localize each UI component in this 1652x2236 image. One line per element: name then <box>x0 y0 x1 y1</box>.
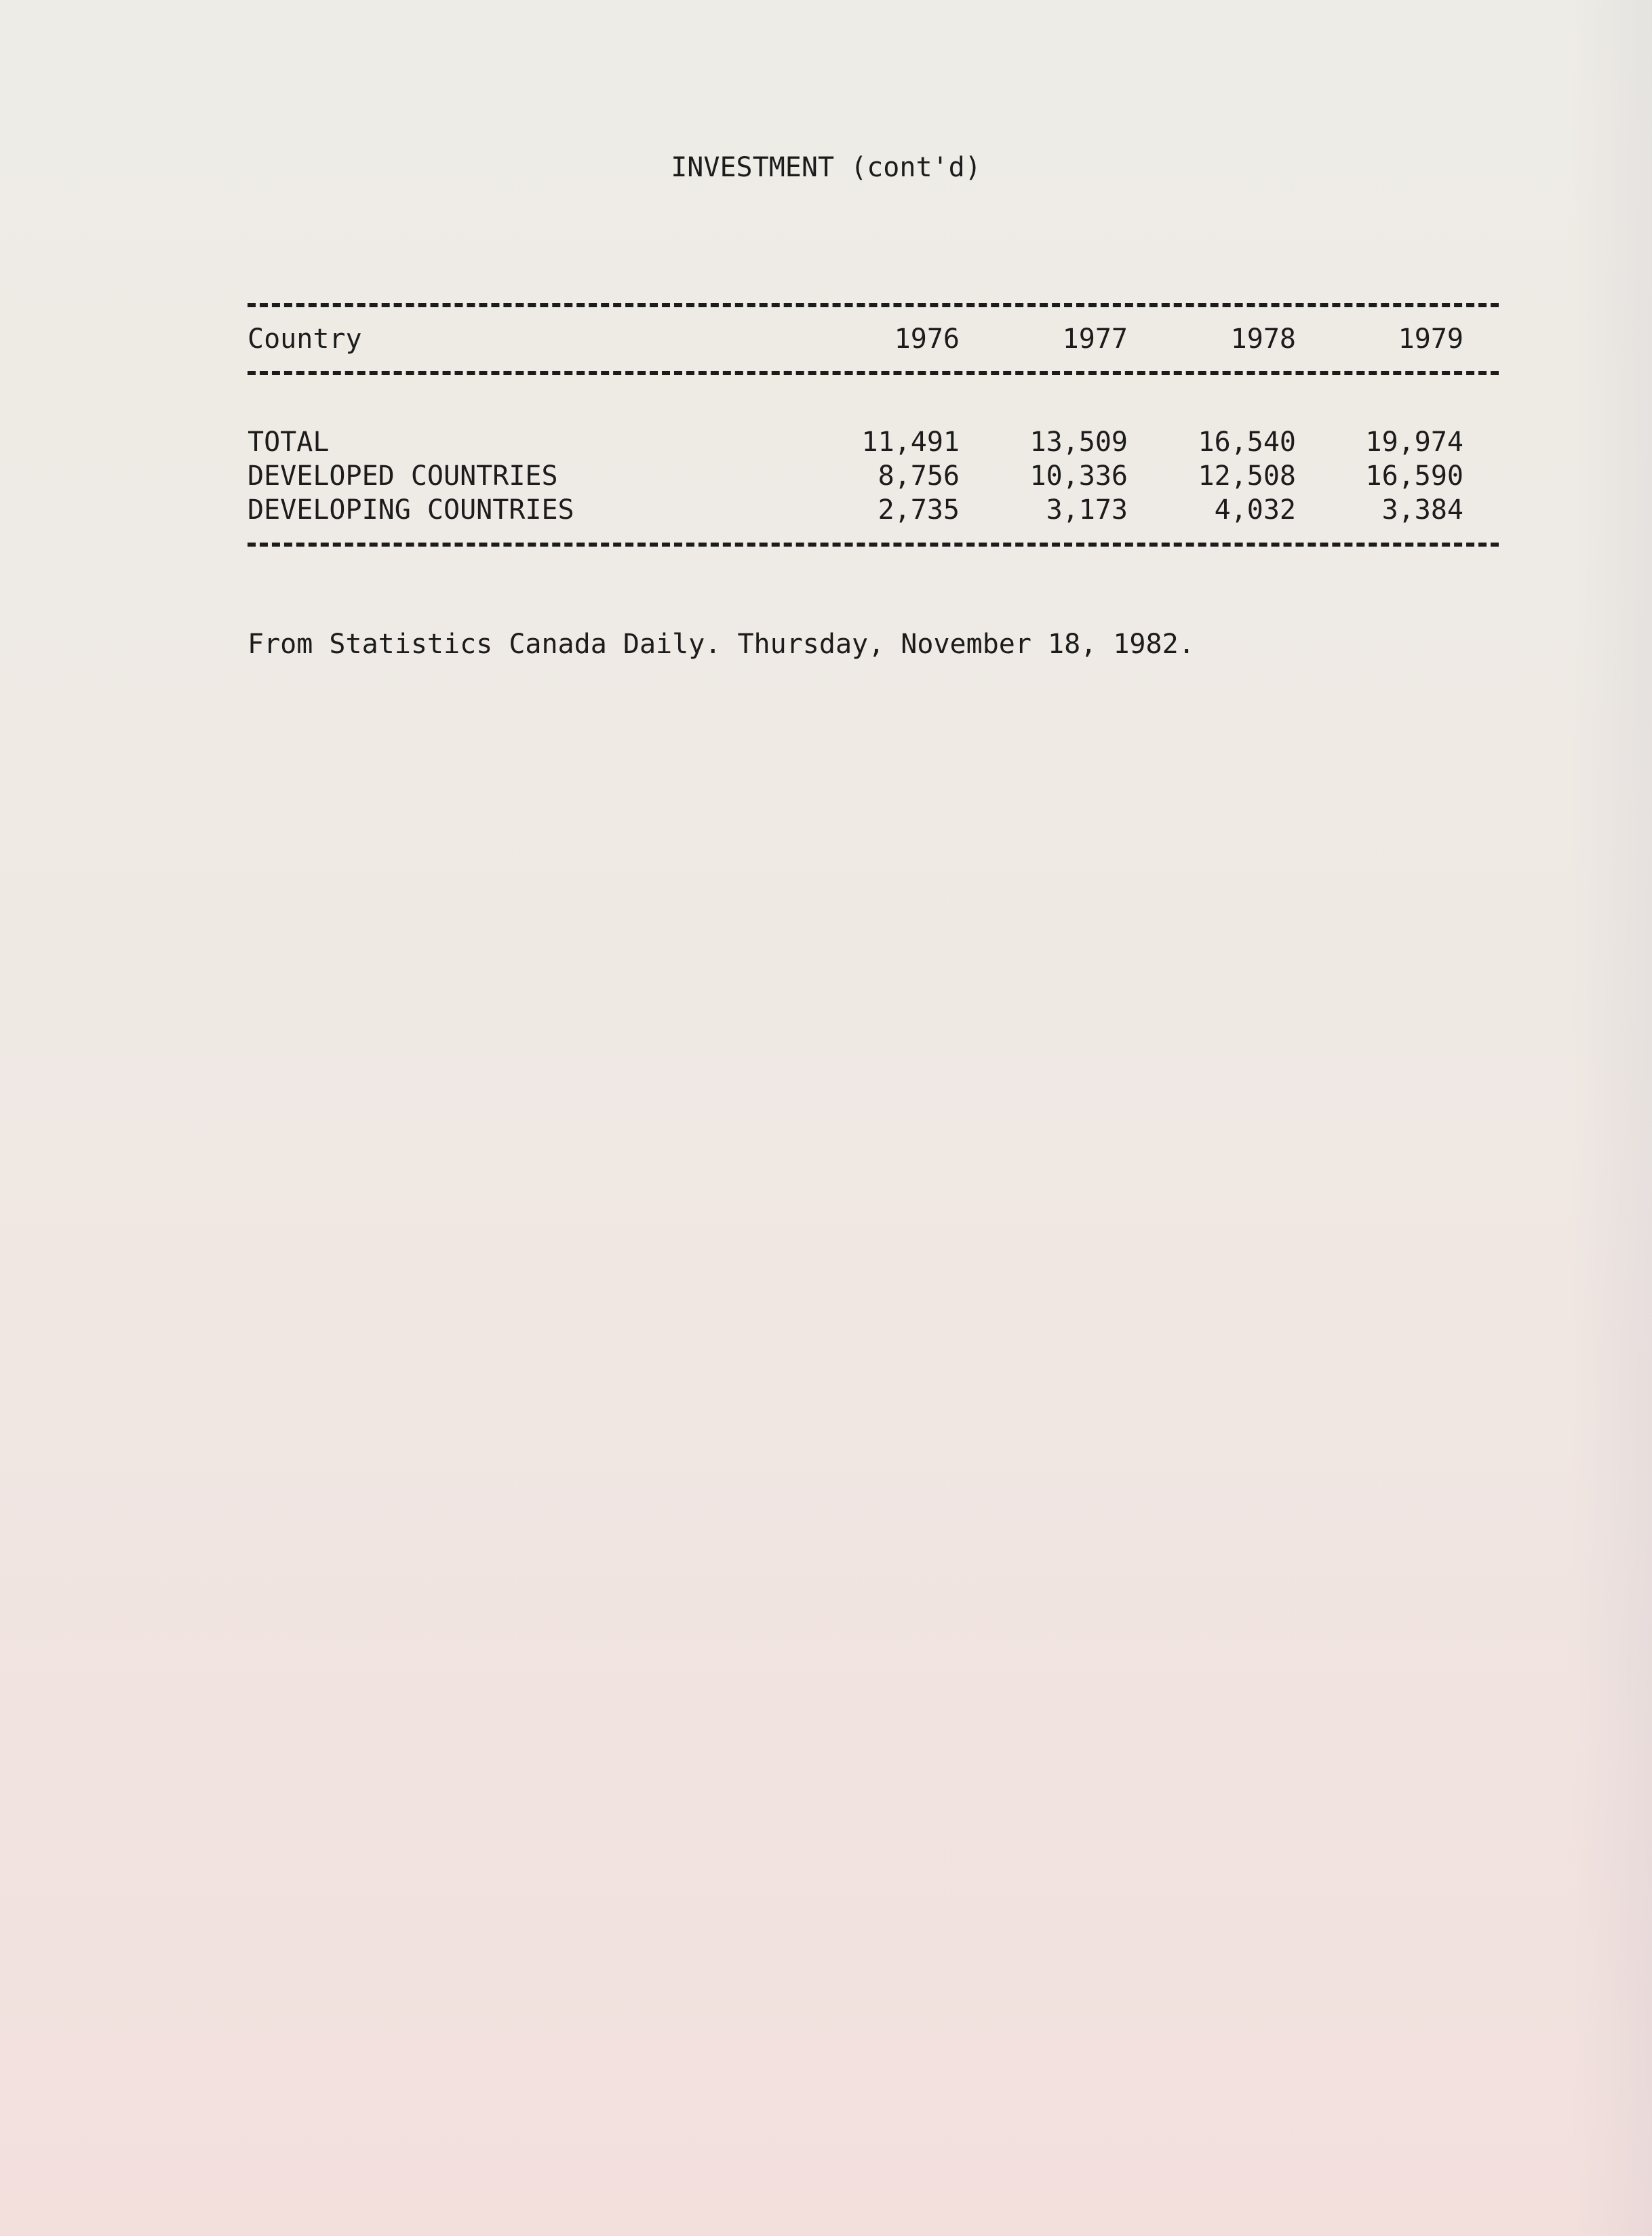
value-1979-cell: 19,974 <box>1365 427 1463 458</box>
value-1976-cell: 2,735 <box>878 494 960 526</box>
table-row <box>248 493 1499 527</box>
value-1977-cell: 3,173 <box>1046 494 1128 526</box>
value-1976-cell: 11,491 <box>861 427 960 458</box>
value-1977-cell: 10,336 <box>1029 460 1128 492</box>
column-header-1978: 1978 <box>1230 323 1296 355</box>
table-header-rule <box>248 371 1499 375</box>
source-citation: From Statistics Canada Daily. Thursday, November 18, 1982. <box>248 629 1195 660</box>
value-1979-cell: 3,384 <box>1381 494 1463 526</box>
value-1979-cell: 16,590 <box>1365 460 1463 492</box>
column-header-1976: 1976 <box>894 323 960 355</box>
value-1978-cell: 16,540 <box>1198 427 1296 458</box>
value-1978-cell: 12,508 <box>1198 460 1296 492</box>
table-row <box>248 459 1499 493</box>
value-1978-cell: 4,032 <box>1214 494 1296 526</box>
table-row <box>248 425 1499 459</box>
table-bottom-rule <box>248 543 1499 547</box>
column-header-1977: 1977 <box>1062 323 1128 355</box>
country-cell: DEVELOPING COUNTRIES <box>248 494 574 526</box>
page-title: INVESTMENT (cont'd) <box>671 152 981 183</box>
value-1977-cell: 13,509 <box>1029 427 1128 458</box>
column-header-1979: 1979 <box>1398 323 1463 355</box>
country-cell: DEVELOPED COUNTRIES <box>248 460 558 492</box>
page-edge-shadow <box>1571 0 1652 2236</box>
table-header-row <box>248 322 1499 356</box>
column-header-country: Country <box>248 323 362 355</box>
country-cell: TOTAL <box>248 427 330 458</box>
value-1976-cell: 8,756 <box>878 460 960 492</box>
table-top-rule <box>248 303 1499 307</box>
